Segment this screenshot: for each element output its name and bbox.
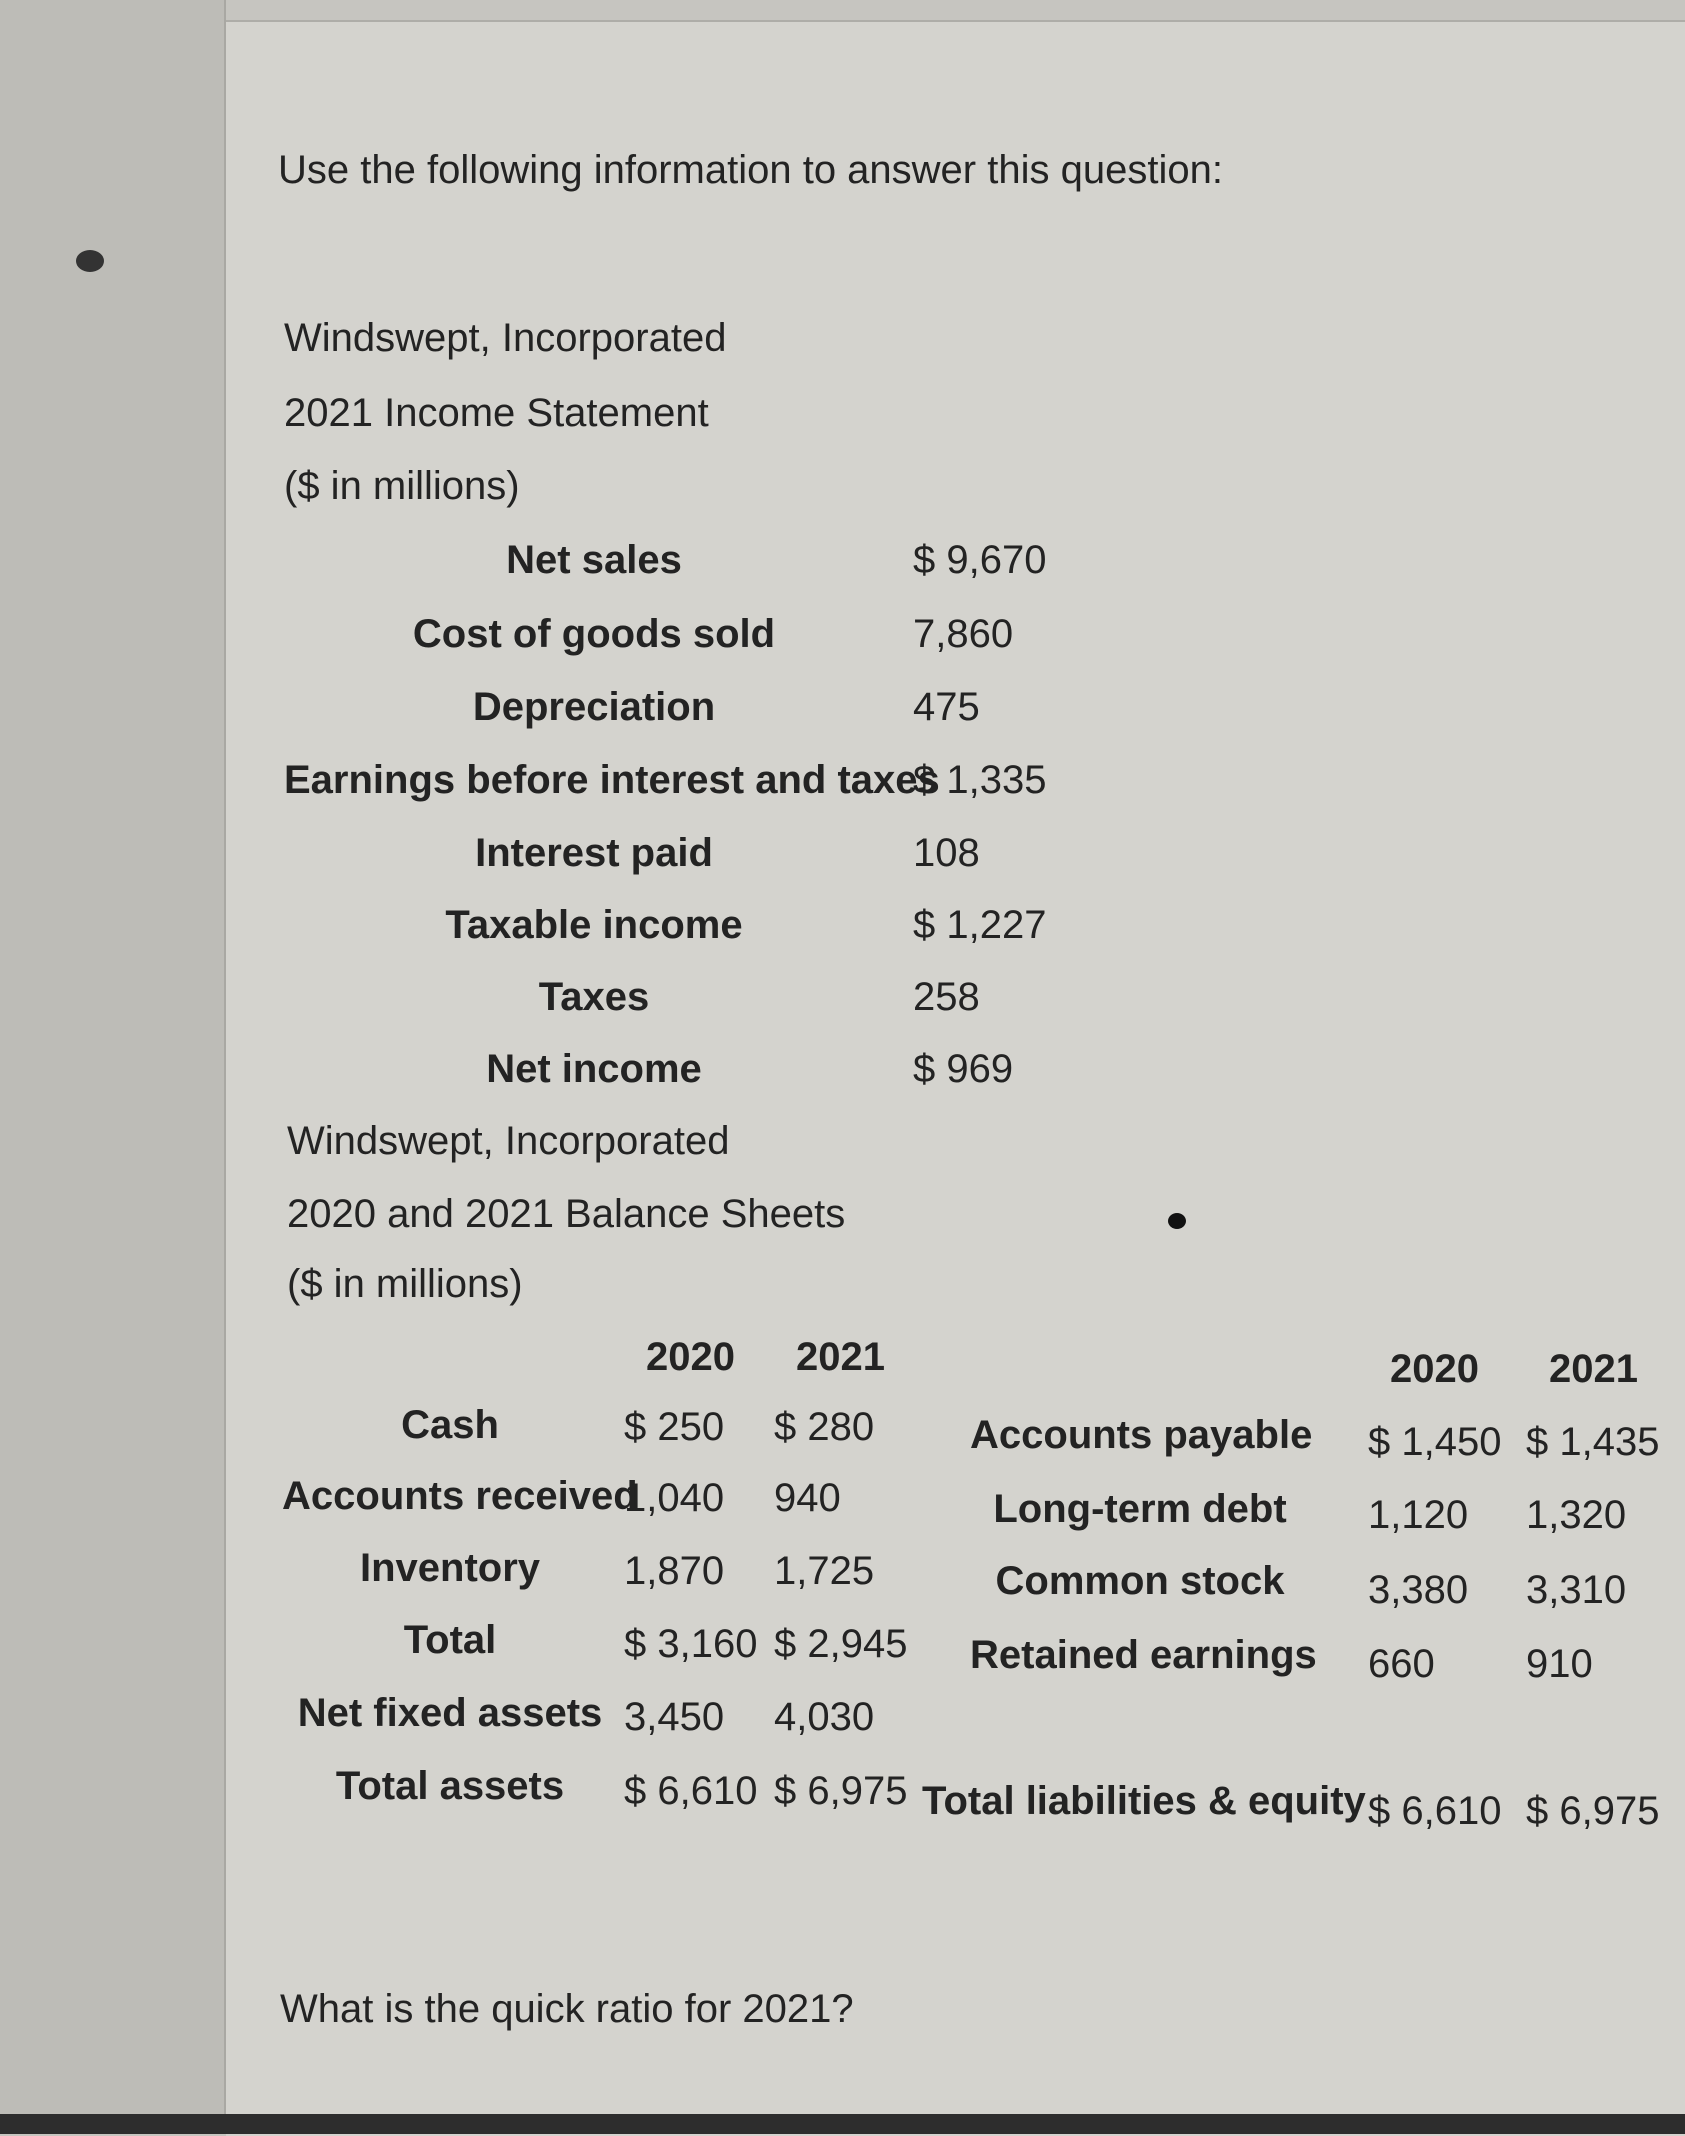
income-row-label: Taxable income bbox=[445, 903, 743, 947]
liability-row-value-2020: $ 1,450 bbox=[1368, 1420, 1502, 1464]
income-row-value: $ 969 bbox=[913, 1047, 1014, 1091]
liability-row-label: Total liabilities & equity bbox=[922, 1779, 1366, 1823]
asset-row-value-2021: 940 bbox=[774, 1476, 841, 1520]
liability-row-value-2020: 1,120 bbox=[1368, 1493, 1469, 1537]
income-statement-units: ($ in millions) bbox=[284, 464, 520, 508]
asset-row-value-2021: 1,725 bbox=[774, 1549, 875, 1593]
asset-row-value-2020: 1,040 bbox=[624, 1476, 725, 1520]
balance-sheet-units: ($ in millions) bbox=[287, 1262, 523, 1306]
liability-row-label: Long-term debt bbox=[993, 1487, 1287, 1531]
liability-row-value-2021: $ 6,975 bbox=[1526, 1789, 1660, 1833]
asset-row-value-2021: $ 2,945 bbox=[774, 1622, 908, 1666]
income-row-value: $ 1,227 bbox=[913, 903, 1047, 947]
asset-row-label: Total assets bbox=[335, 1764, 565, 1808]
income-row-value: 108 bbox=[913, 831, 980, 875]
liabilities-year-2021-header: 2021 bbox=[1549, 1347, 1638, 1391]
asset-row-label: Total bbox=[403, 1618, 497, 1662]
asset-row-value-2021: $ 6,975 bbox=[774, 1769, 908, 1813]
liability-row-label: Accounts payable bbox=[970, 1413, 1313, 1457]
left-rail bbox=[0, 0, 226, 2134]
asset-row-value-2020: $ 3,160 bbox=[624, 1622, 758, 1666]
bottom-edge bbox=[0, 2114, 1685, 2134]
income-row-label: Earnings before interest and taxes bbox=[284, 758, 940, 802]
liability-row-value-2021: 3,310 bbox=[1526, 1568, 1627, 1612]
income-row-value: 7,860 bbox=[913, 612, 1014, 656]
liability-row-label: Retained earnings bbox=[970, 1633, 1317, 1677]
income-row-label: Depreciation bbox=[472, 685, 716, 729]
liability-row-value-2020: 3,380 bbox=[1368, 1568, 1469, 1612]
liabilities-year-2020-header: 2020 bbox=[1390, 1347, 1479, 1391]
liability-row-value-2021: $ 1,435 bbox=[1526, 1420, 1660, 1464]
asset-row-value-2020: 3,450 bbox=[624, 1695, 725, 1739]
asset-row-value-2021: 4,030 bbox=[774, 1695, 875, 1739]
income-row-value: 475 bbox=[913, 685, 980, 729]
liability-row-value-2021: 910 bbox=[1526, 1642, 1593, 1686]
asset-row-value-2020: $ 6,610 bbox=[624, 1769, 758, 1813]
liability-row-value-2020: $ 6,610 bbox=[1368, 1789, 1502, 1833]
assets-year-2021-header: 2021 bbox=[796, 1335, 885, 1379]
income-row-label: Net income bbox=[486, 1047, 702, 1091]
question-intro: Use the following information to answer this question: bbox=[278, 148, 1223, 192]
asset-row-label: Accounts received bbox=[282, 1474, 638, 1518]
assets-year-2020-header: 2020 bbox=[646, 1335, 735, 1379]
bullet-marker bbox=[76, 250, 104, 272]
income-row-label: Taxes bbox=[538, 975, 650, 1019]
asset-row-value-2021: $ 280 bbox=[774, 1405, 875, 1449]
asset-row-label: Inventory bbox=[359, 1546, 541, 1590]
income-row-label: Net sales bbox=[506, 538, 682, 582]
liability-row-label: Common stock bbox=[995, 1559, 1285, 1603]
asset-row-label: Cash bbox=[401, 1403, 499, 1447]
question-text: What is the quick ratio for 2021? bbox=[280, 1987, 854, 2031]
income-row-value: 258 bbox=[913, 975, 980, 1019]
stray-mark bbox=[1168, 1213, 1186, 1229]
balance-sheet-company: Windswept, Incorporated bbox=[287, 1119, 730, 1163]
income-statement-title: 2021 Income Statement bbox=[284, 391, 709, 435]
income-row-value: $ 9,670 bbox=[913, 538, 1047, 582]
liability-row-value-2020: 660 bbox=[1368, 1642, 1435, 1686]
income-statement-company: Windswept, Incorporated bbox=[284, 316, 727, 360]
asset-row-value-2020: 1,870 bbox=[624, 1549, 725, 1593]
asset-row-label: Net fixed assets bbox=[297, 1691, 603, 1735]
balance-sheet-title: 2020 and 2021 Balance Sheets bbox=[287, 1192, 846, 1236]
income-row-label: Interest paid bbox=[475, 831, 713, 875]
liability-row-value-2021: 1,320 bbox=[1526, 1493, 1627, 1537]
asset-row-value-2020: $ 250 bbox=[624, 1405, 725, 1449]
income-row-value: $ 1,335 bbox=[913, 758, 1047, 802]
income-row-label: Cost of goods sold bbox=[412, 612, 776, 656]
